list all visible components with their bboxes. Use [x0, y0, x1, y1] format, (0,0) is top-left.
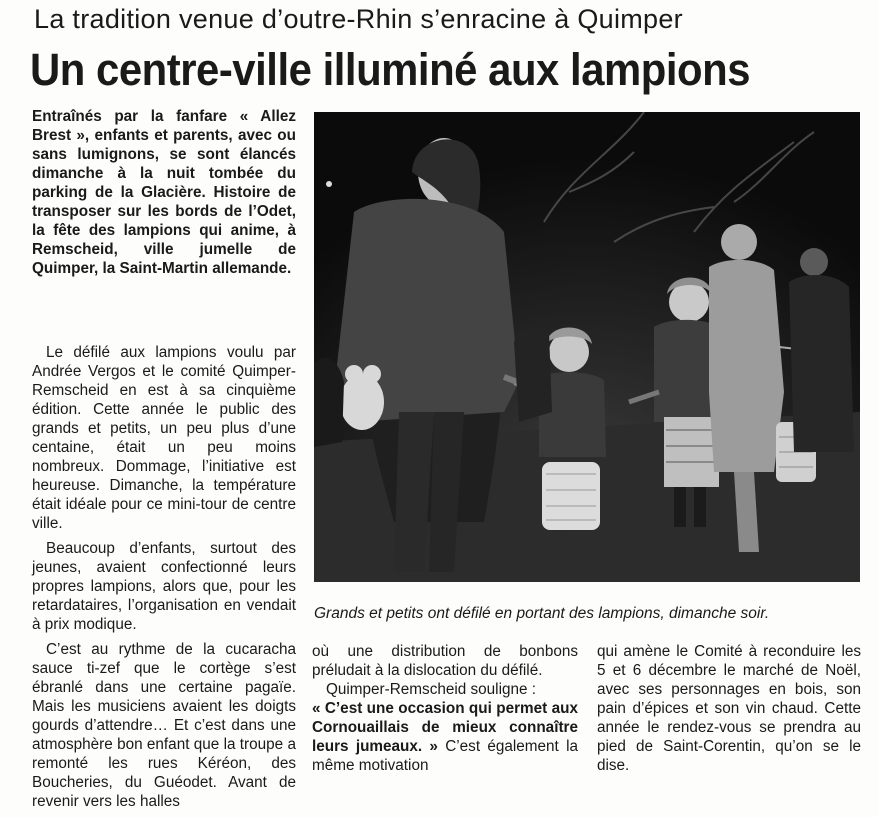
quote-followup: C’est également la même motivation: [312, 738, 578, 774]
article-headline: Un centre-ville illuminé aux lampions: [30, 44, 751, 95]
photo-illustration: [314, 112, 860, 582]
quote-paragraph: [312, 699, 578, 775]
photo-caption: Grands et petits ont défilé en portant des lampions, dimanche soir.: [314, 605, 770, 622]
article-lead: [32, 107, 296, 278]
article-column-1: [32, 343, 296, 817]
body-paragraph-1: Le défilé aux lampions voulu par Andrée Vergos et le comité Quimper-Remscheid en est à sa cinquième édition. Cette année le public des grands et petits, un peu plus d’une centaine, était un peu moins nombreux. Dommage, l’initiative est heureuse. Dimanche, la température était idéale pour ce mini-tour de centre ville.: [32, 344, 296, 532]
body-paragraph-2: Beaucoup d’enfants, surtout des jeunes, avaient confectionné leurs propres lampions, alors que, pour les retardataires, l’organisation en vendait à prix modique.: [32, 540, 296, 633]
article-photo: [314, 112, 860, 582]
body-paragraph-final: qui amène le Comité à reconduire les 5 et 6 décembre le marché de Noël, avec ses personnages en bois, son pain d’épices et son vin chaud. Cette année le rendez-vous se prendra au pied de Saint-Corentin, qu’on se le dise.: [597, 643, 861, 774]
article-kicker: La tradition venue d’outre-Rhin s’enracine à Quimper: [34, 4, 683, 34]
body-paragraph-3: C’est au rythme de la cucaracha sauce ti-zef que le cortège s’est ébranlé dans une certaine pagaïe. Mais les musiciens avaient les doigts gourds d’attendre… Et c’est dans une atmosphère bon enfant que la troupe a remonté les rues Kéréon, des Boucheries, du Guéodet. Avant de revenir vers les halles: [32, 641, 296, 810]
body-paragraph-continuation: où une distribution de bonbons préludait à la dislocation du défilé.: [312, 643, 578, 679]
article-column-2: [312, 642, 578, 775]
lead-paragraph: Entraînés par la fanfare « Allez Brest », enfants et parents, avec ou sans lumignons, se sont élancés dimanche à la nuit tombée du parking de la Glacière. Histoire de transposer sur les bords de l’Odet, la fête des lampions qui anime, à Remscheid, ville jumelle de Quimper, la Saint-Martin allemande.: [32, 108, 296, 277]
pull-quote: « C’est une occasion qui permet aux Cornouaillais de mieux connaître leurs jumeaux. »: [312, 700, 578, 755]
body-paragraph-intro: Quimper-Remscheid souligne :: [326, 681, 536, 698]
article-column-3: [597, 642, 861, 775]
